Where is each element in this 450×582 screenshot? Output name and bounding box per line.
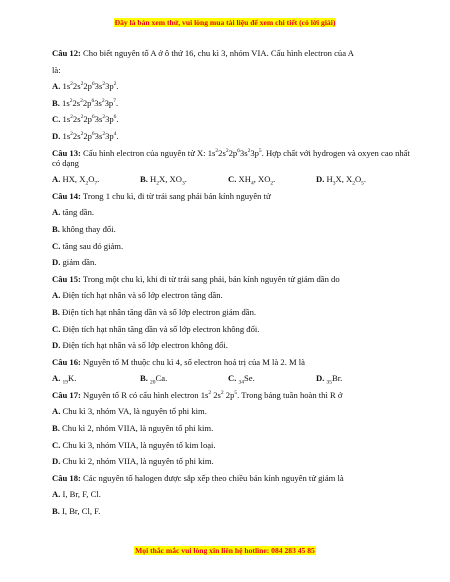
question-12-stem — [52, 48, 412, 58]
option-15-a: A. Điện tích hạt nhân và số lớp electron tăng dần. — [52, 290, 223, 301]
option-12-d: D. $1s^22s^22p^63s^23p^4$. — [52, 130, 119, 141]
question-13-stem: Câu 13: Cấu hình electron của nguyên tử X: $1s^22s^22p^63s^23p^5$. Hợp chất với hydrogen và oxyen cao nhất có dạng — [52, 147, 410, 168]
option-13-d: D. $H_3X$, $X_2O_5$. — [316, 174, 367, 187]
option-18-a: A. I, Br, F, Cl. — [52, 489, 101, 500]
hotline-banner — [0, 546, 450, 555]
option-13-b: B. $H_2X$, $XO_3$. — [140, 174, 187, 187]
question-number: Câu 13: — [52, 147, 81, 158]
option-14-d: D. giảm dần. — [52, 257, 97, 268]
option-12-a: A. $1s^22s^22p^63s^23p^2$. — [52, 81, 119, 92]
option-18-b: B. I, Br, Cl, F. — [52, 506, 101, 517]
option-16-d: D. $_{35}$Br. — [316, 373, 343, 386]
option-16-b: B. $_{20}$Ca. — [140, 373, 168, 386]
option-13-a: A. HX, $X_2O_7$. — [52, 174, 100, 187]
question-15-stem: Câu 15: Trong một chu kì, khi đi từ trái sang phải, bán kính nguyên tử giảm dần do — [52, 273, 340, 284]
option-12-b: B. $1s^22s^22p^63s^23p^7$. — [52, 97, 119, 108]
preview-banner-text: Đây là bản xem thử, vui lòng mua tài liệu để xem chi tiết (có lời giải) — [114, 18, 336, 27]
option-16-a: A. $_{19}$K. — [52, 373, 77, 386]
option-16-c: C. $_{34}$Se. — [228, 373, 255, 386]
question-17-stem: Câu 17: Nguyên tố R có cấu hình electron $1s^2$ $2s^2$ $2p^5$. Trong bảng tuần hoàn thì R ở — [52, 389, 343, 400]
option-15-b: B. Điện tích hạt nhân tăng dần và số lớp electron giảm dần. — [52, 306, 257, 317]
question-16-stem: Câu 16: Nguyên tố M thuộc chu kì 4, số electron hoá trị của M là 2. M là — [52, 356, 305, 367]
preview-banner — [0, 18, 450, 27]
option-17-c: C. Chu kì 3, nhóm VIIA, là nguyên tố kim loại. — [52, 439, 216, 450]
option-13-c: C. $XH_4$, $XO_2$. — [228, 174, 276, 187]
option-17-b: B. Chu kì 2, nhóm VIIA, là nguyên tố phi kim. — [52, 423, 214, 434]
option-15-c: C. Điện tích hạt nhân tăng dần và số lớp electron không đổi. — [52, 323, 260, 334]
question-18-stem: Câu 18: Các nguyên tố halogen được sắp xếp theo chiều bán kính nguyên tử giảm là — [52, 472, 344, 483]
option-15-d: D. Điện tích hạt nhân và số lớp electron không đổi. — [52, 340, 228, 351]
question-text: Cho biết nguyên tố A ở ô thứ 16, chu kì 3, nhóm VIA. Cấu hình electron của A — [80, 48, 354, 58]
option-12-c: C. $1s^22s^22p^63s^23p^6$. — [52, 114, 119, 125]
question-12-stem-continued: là: — [52, 64, 61, 75]
question-13-options — [52, 174, 412, 187]
hotline-banner-text: Mọi thắc mắc vui lòng xin liên hệ hotline: 084 283 45 85 — [135, 546, 315, 555]
option-14-c: C. tăng sau đó giảm. — [52, 240, 124, 251]
option-17-a: A. Chu kì 3, nhóm VA, là nguyên tố phi kim. — [52, 406, 207, 417]
option-14-a: A. tăng dần. — [52, 207, 95, 218]
question-number: Câu 12: — [52, 48, 81, 58]
question-16-options — [52, 373, 412, 386]
option-14-b: B. không thay đổi. — [52, 223, 116, 234]
option-17-d: D. Chu kì 2, nhóm VIIA, là nguyên tố phi kim. — [52, 456, 214, 467]
document-body — [52, 48, 412, 523]
question-14-stem: Câu 14: Trong 1 chu kì, đi từ trái sang phải bán kính nguyên tử — [52, 190, 271, 201]
